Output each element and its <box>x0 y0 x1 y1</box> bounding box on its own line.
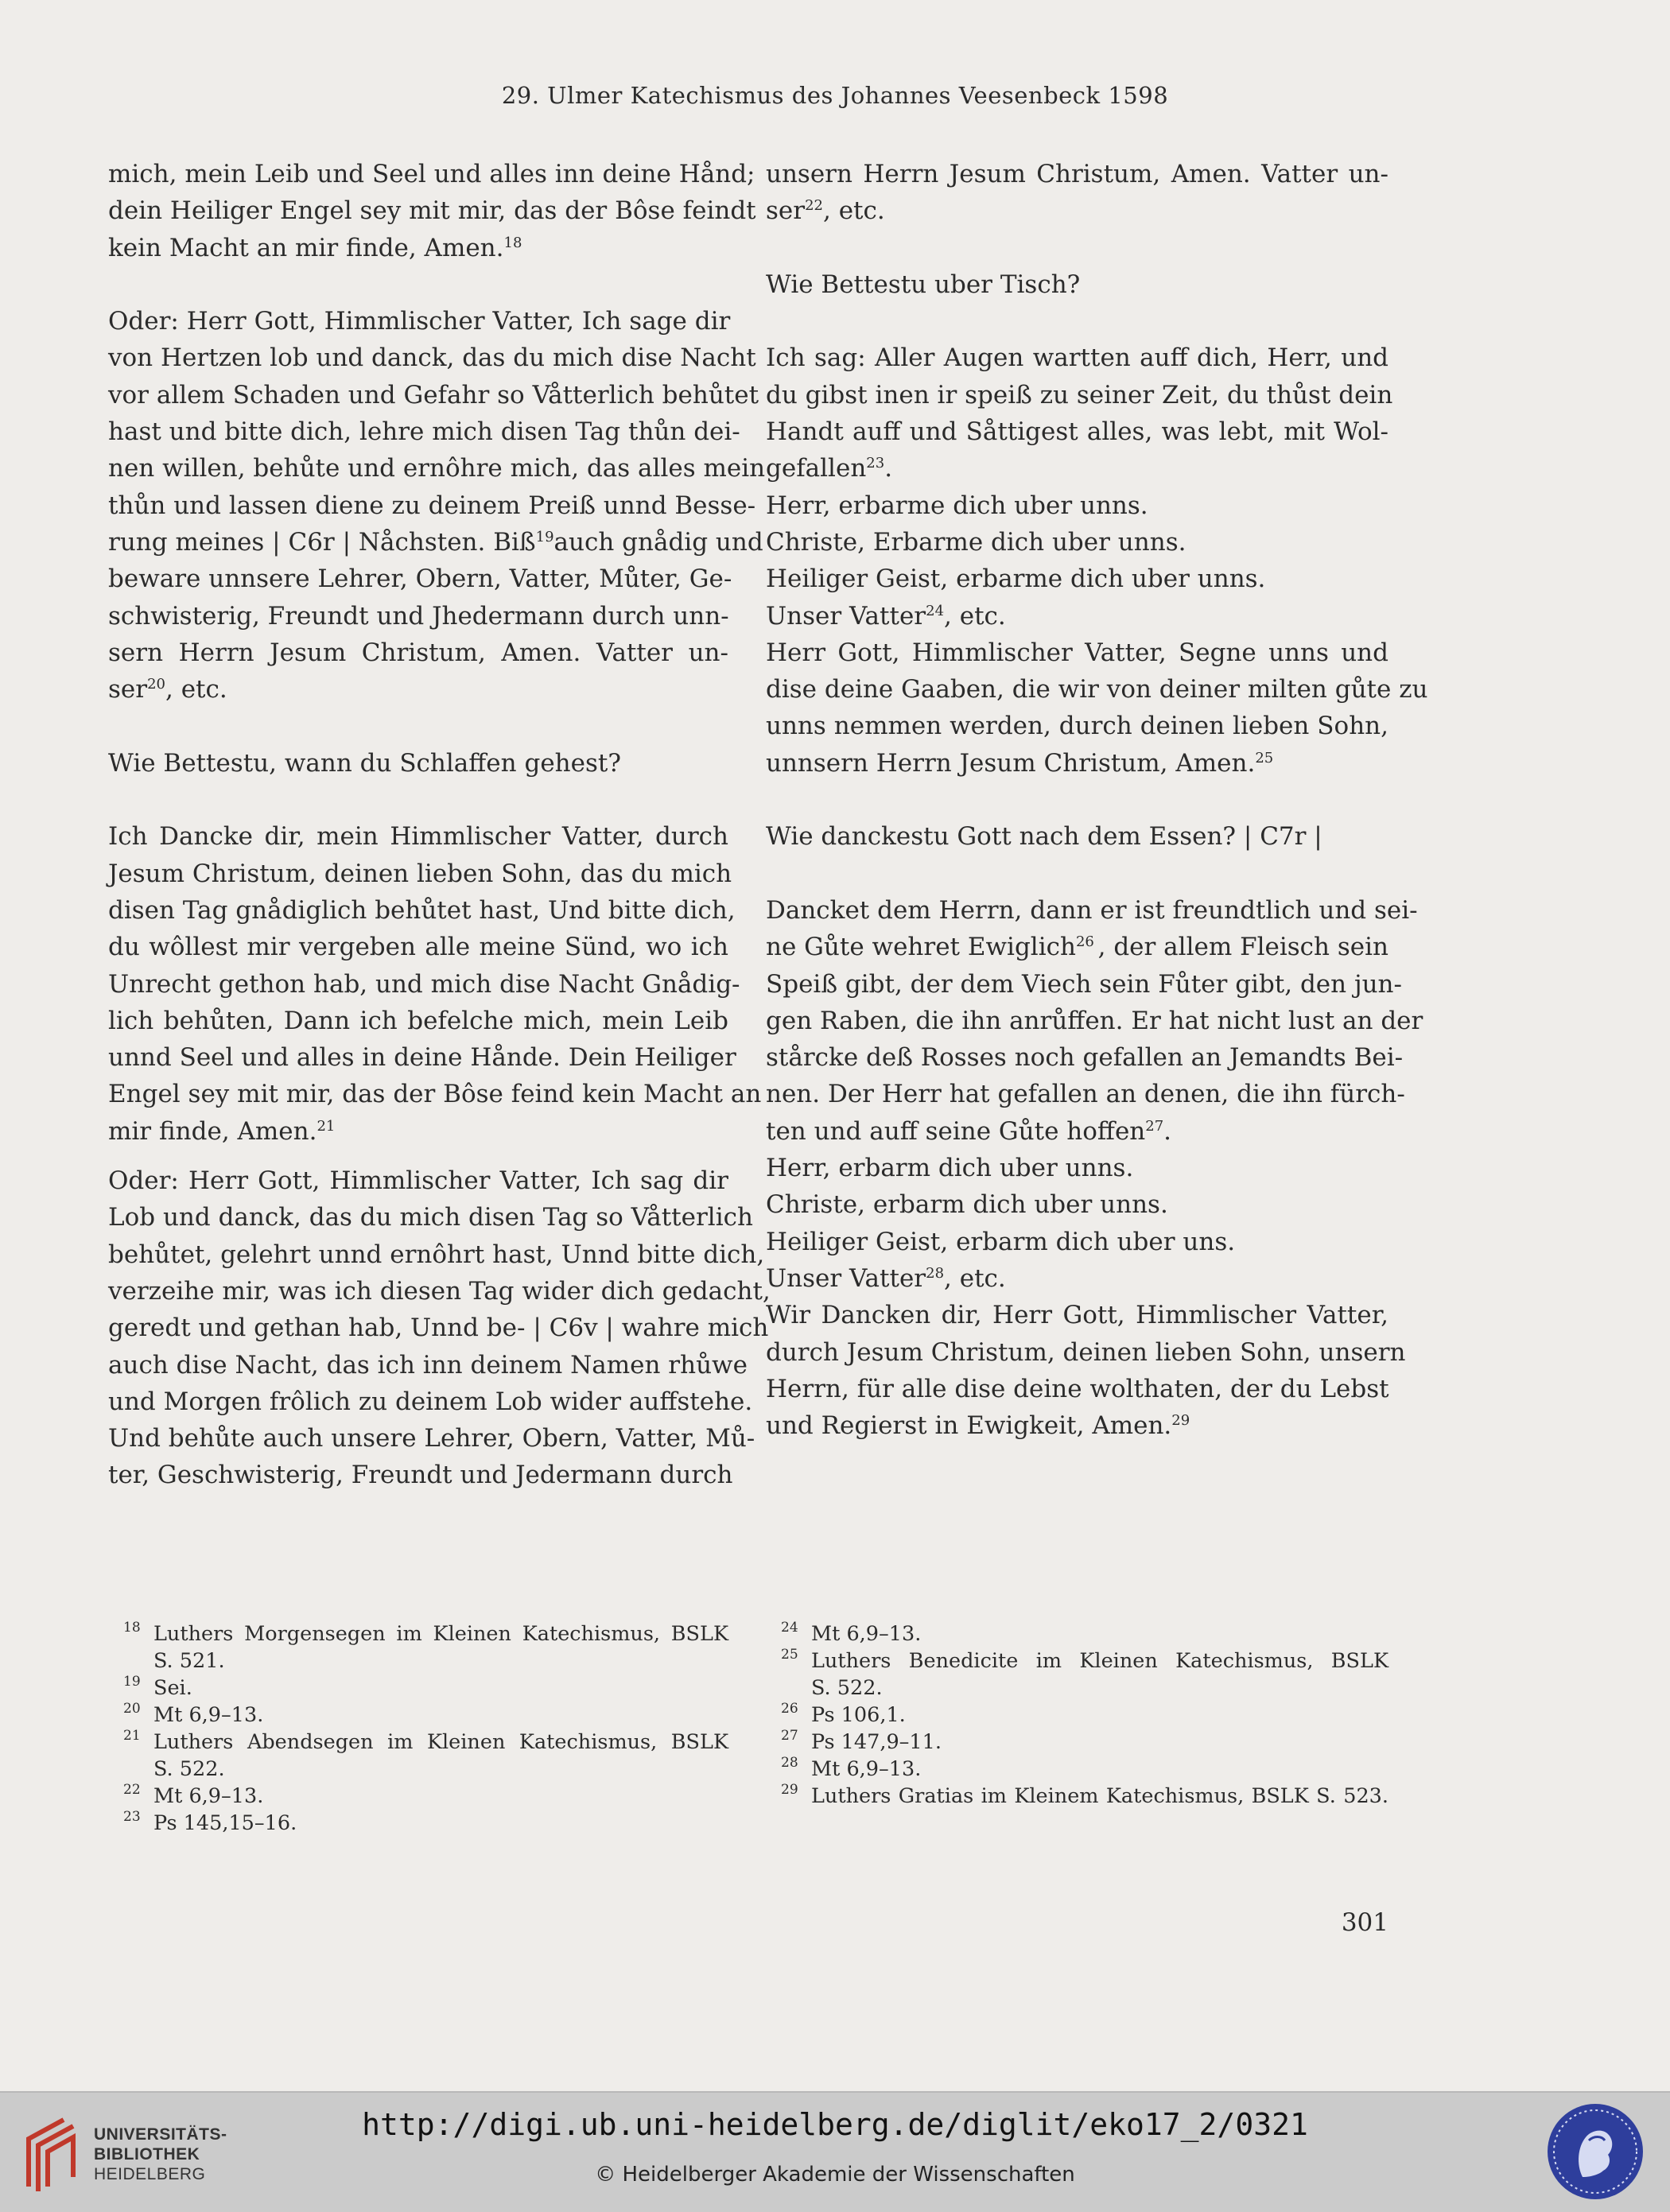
text-line: Handt auff und Såttigest alles, was lebt, mit Wol- <box>766 417 1388 447</box>
text-line: stårcke deß Rosses noch gefallen an Jemandts Bei- <box>766 1043 1404 1073</box>
text-line: Ich sag: Aller Augen wartten auff dich, Herr, und <box>766 343 1388 373</box>
text-line: verzeihe mir, was ich diesen Tag wider dich gedacht, <box>108 1276 771 1306</box>
text-line: Unser Vatter$^{28}$, etc. <box>766 1263 1006 1293</box>
text-line: Und behůte auch unsere Lehrer, Obern, Vatter, Mů- <box>108 1424 755 1453</box>
text-line: Christe, Erbarme dich uber unns. <box>766 527 1186 557</box>
text-line: Herr, erbarm dich uber unns. <box>766 1154 1134 1183</box>
footnote: 22 Mt 6,9–13. <box>123 1782 264 1808</box>
footnote: 24 Mt 6,9–13. <box>781 1620 922 1646</box>
text-line: Unser Vatter$^{24}$, etc. <box>766 601 1006 631</box>
text-line: durch Jesum Christum, deinen lieben Sohn, unsern <box>766 1337 1406 1367</box>
right-column <box>766 156 1428 1444</box>
text-line: sern Herrn Jesum Christum, Amen. Vatter un- <box>108 638 728 667</box>
footnote-ref[interactable]: 18 <box>503 234 522 251</box>
text-line: Heiliger Geist, erbarm dich uber uns. <box>766 1227 1236 1256</box>
text-line: gen Raben, die ihn anrůffen. Er hat nicht lust an der <box>766 1006 1423 1035</box>
text-line: nen willen, behůte und ernôhre mich, das alles mein <box>108 454 766 483</box>
text-line: lich behůten, Dann ich befelche mich, mein Leib <box>108 1006 728 1035</box>
text-line: kein Macht an mir finde, Amen.$^{18}$ <box>108 233 522 262</box>
footnote: 28 Mt 6,9–13. <box>781 1755 922 1781</box>
heidelberg-academy-seal-icon[interactable] <box>1544 2101 1646 2202</box>
viewer-footer <box>0 2091 1670 2212</box>
footnote: 20 Mt 6,9–13. <box>123 1701 264 1727</box>
text-line: hast und bitte dich, lehre mich disen Tag thůn dei- <box>108 417 740 447</box>
text-line: gefallen$^{23}$. <box>766 454 893 483</box>
text-line: mir finde, Amen.$^{21}$ <box>108 1116 336 1146</box>
text-line: thůn und lassen diene zu deinem Preiß unnd Besse- <box>108 491 756 520</box>
text-line: Unrecht gethon hab, und mich dise Nacht Gnådig- <box>108 969 740 999</box>
text-line: mich, mein Leib und Seel und alles inn deine Hånd; <box>108 160 755 188</box>
text-line: nen. Der Herr hat gefallen an denen, die ihn fürch- <box>766 1080 1405 1109</box>
footnote-ref[interactable]: 24 <box>926 602 945 619</box>
text-line: ter, Geschwisterig, Freundt und Jedermann durch <box>108 1461 733 1490</box>
text-line: Herrn, für alle dise deine wolthaten, der du Lebst <box>766 1374 1389 1403</box>
footnote: 19 Sei. <box>123 1674 192 1700</box>
text-line: ser$^{20}$, etc. <box>108 675 227 704</box>
footnote-ref[interactable]: 27 <box>1145 1117 1164 1135</box>
library-name: UNIVERSITÄTS- BIBLIOTHEK HEIDELBERG <box>94 2125 227 2183</box>
text-line: du gibst inen ir speiß zu seiner Zeit, du thůst dein <box>766 380 1393 409</box>
footnote: 21 Luthers Abendsegen im Kleinen Katechismus, BSLK <box>123 1728 728 1754</box>
text-line: unsern Herrn Jesum Christum, Amen. Vatter un- <box>766 160 1388 188</box>
text-line: ser$^{22}$, etc. <box>766 196 885 226</box>
footnote-continuation: S. 521. <box>153 1649 225 1673</box>
footnote-continuation: S. 522. <box>811 1676 883 1700</box>
text-line: beware unnsere Lehrer, Obern, Vatter, Můter, Ge- <box>108 565 732 594</box>
footnote-ref[interactable]: 20 <box>147 676 165 693</box>
question-heading: Wie Bettestu, wann du Schlaffen gehest? <box>108 748 621 778</box>
text-line: dise deine Gaaben, die wir von deiner milten gůte zu <box>766 675 1428 704</box>
permalink[interactable] <box>0 2107 1670 2142</box>
text-line: du wôllest mir vergeben alle meine Sünd, wo ich <box>108 933 728 962</box>
text-line: Oder: Herr Gott, Himmlischer Vatter, Ich sag dir <box>108 1166 728 1196</box>
permalink-link[interactable]: http://digi.ub.uni-heidelberg.de/diglit/eko17_2/0321 <box>362 2107 1308 2142</box>
text-line: Herr, erbarme dich uber unns. <box>766 491 1148 520</box>
text-line: disen Tag gnådiglich behůtet hast, Und bitte dich, <box>108 895 736 925</box>
text-line: unnd Seel und alles in deine Hånde. Dein Heiliger <box>108 1043 736 1073</box>
footnote: 29 Luthers Gratias im Kleinem Katechismus, BSLK S. 523. <box>781 1782 1388 1808</box>
left-column <box>108 156 771 1494</box>
text-line: dein Heiliger Engel sey mit mir, das der Bôse feindt <box>108 196 756 226</box>
text-line: Oder: Herr Gott, Himmlischer Vatter, Ich sage dir <box>108 307 731 336</box>
footnotes-right <box>781 1620 1388 1810</box>
text-line: Lob und danck, das du mich disen Tag so Våtterlich <box>108 1203 753 1232</box>
footnote: 18 Luthers Morgensegen im Kleinen Katechismus, BSLK <box>123 1620 728 1646</box>
copyright-notice: © Heidelberger Akademie der Wissenschaften <box>595 2163 1075 2187</box>
footnote-ref[interactable]: 25 <box>1255 749 1274 766</box>
footnotes-left <box>123 1620 728 1837</box>
running-title: 29. Ulmer Katechismus des Johannes Veesenbeck 1598 <box>501 82 1169 109</box>
text-line: Jesum Christum, deinen lieben Sohn, das du mich <box>108 859 732 888</box>
footnote-ref[interactable]: 23 <box>866 455 885 472</box>
text-line: ne Gůte wehret Ewiglich$^{26}$ , der allem Fleisch sein <box>766 933 1388 962</box>
footnote: 26 Ps 106,1. <box>781 1701 906 1727</box>
text-line: Engel sey mit mir, das der Bôse feind kein Macht an <box>108 1080 762 1109</box>
text-line: geredt und gethan hab, Unnd be- | C6v | wahre mich <box>108 1314 769 1343</box>
text-line: schwisterig, Freundt und Jhedermann durch unn- <box>108 601 729 631</box>
footnote-ref[interactable]: 28 <box>926 1264 945 1282</box>
text-line: Ich Dancke dir, mein Himmlischer Vatter, durch <box>108 822 728 852</box>
text-line: von Hertzen lob und danck, das du mich dise Nacht <box>108 343 756 373</box>
footnote: 25 Luthers Benedicite im Kleinen Katechismus, BSLK <box>781 1647 1388 1673</box>
text-line: unnsern Herrn Jesum Christum, Amen.$^{25}$ <box>766 748 1274 778</box>
question-heading: Wie Bettestu uber Tisch? <box>766 270 1081 299</box>
text-line: rung meines | C6r | Nåchsten. Biß$^{19}$ auch gnådig und <box>108 527 763 557</box>
footnote-ref[interactable]: 19 <box>535 528 554 545</box>
text-line: ten und auff seine Gůte hoffen$^{27}$. <box>766 1116 1172 1146</box>
page-number: 301 <box>1341 1908 1388 1937</box>
footnote-ref[interactable]: 22 <box>805 197 823 215</box>
text-line: Wir Dancken dir, Herr Gott, Himmlischer Vatter, <box>766 1301 1388 1330</box>
footnote-continuation: S. 522. <box>153 1757 225 1781</box>
text-line: Speiß gibt, der dem Viech sein Fůter gibt, den jun- <box>766 969 1402 999</box>
text-line: Herr Gott, Himmlischer Vatter, Segne unns und <box>766 638 1388 667</box>
text-line: auch dise Nacht, das ich inn deinem Namen rhůwe <box>108 1350 748 1380</box>
footnote: 27 Ps 147,9–11. <box>781 1728 942 1754</box>
text-line: und Morgen frôlich zu deinem Lob wider auffstehe. <box>108 1387 753 1416</box>
text-line: unns nemmen werden, durch deinen lieben Sohn, <box>766 712 1388 741</box>
footnote: 23 Ps 145,15–16. <box>123 1809 297 1835</box>
question-heading: Wie danckestu Gott nach dem Essen? | C7r | <box>766 822 1322 852</box>
footnote-ref[interactable]: 26 <box>1075 933 1094 951</box>
text-line: Christe, erbarm dich uber unns. <box>766 1190 1168 1220</box>
text-line: behůtet, gelehrt unnd ernôhrt hast, Unnd bitte dich, <box>108 1240 765 1269</box>
text-line: Heiliger Geist, erbarme dich uber unns. <box>766 565 1266 594</box>
text-line: und Regierst in Ewigkeit, Amen.$^{29}$ <box>766 1411 1190 1441</box>
text-line: vor allem Schaden und Gefahr so Våtterlich behůtet <box>108 380 759 409</box>
footnote-ref[interactable]: 29 <box>1171 1412 1190 1430</box>
footnote-ref[interactable]: 21 <box>317 1117 336 1135</box>
text-line: Dancket dem Herrn, dann er ist freundtlich und sei- <box>766 895 1418 925</box>
